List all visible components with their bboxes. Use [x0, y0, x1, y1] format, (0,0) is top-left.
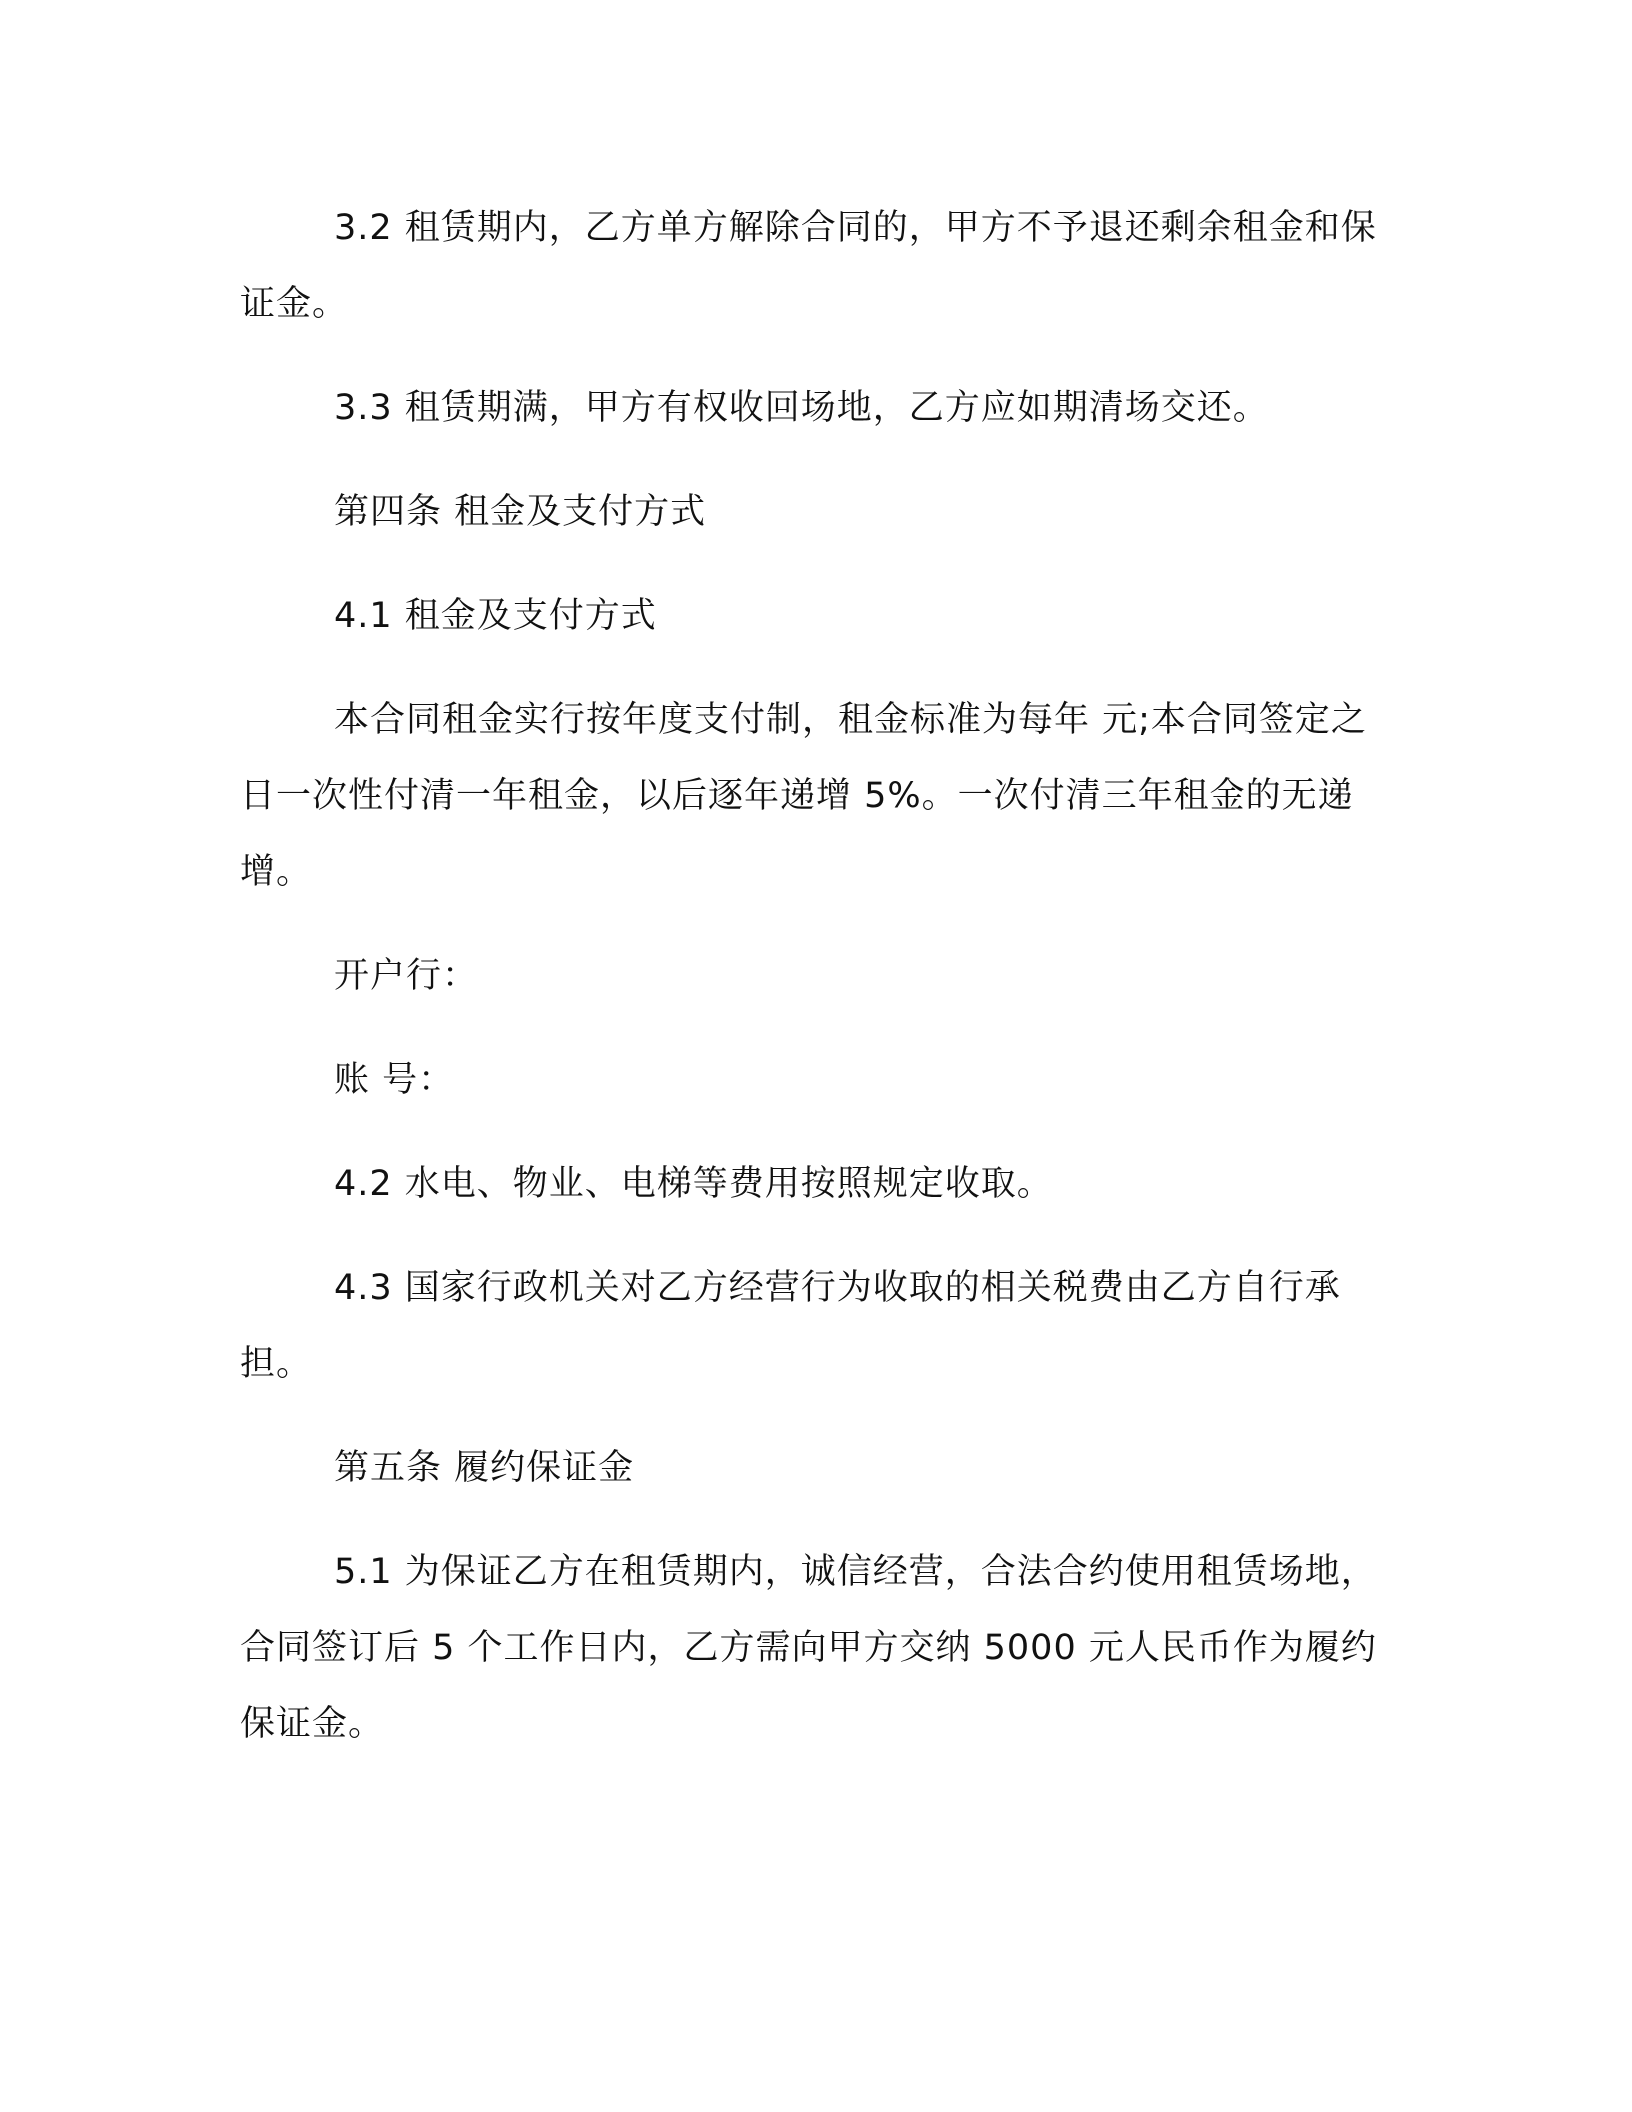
article-5-heading: 第五条 履约保证金: [334, 1448, 635, 1488]
clause-4-2: 4.2 水电、物业、电梯等费用按照规定收取。: [334, 1164, 1053, 1204]
clause-4-3: 4.3 国家行政机关对乙方经营行为收取的相关税费由乙方自行承担。: [240, 1268, 1341, 1384]
article-4-heading: 第四条 租金及支付方式: [334, 492, 707, 532]
clause-4-1-heading: 4.1 租金及支付方式: [334, 596, 657, 636]
clause-5-1: 5.1 为保证乙方在租赁期内，诚信经营，合法合约使用租赁场地，合同签订后 5 个工作日内，乙方需向甲方交纳 5000 元人民币作为履约保证金。: [240, 1552, 1377, 1744]
clause-3-2: 3.2 租赁期内，乙方单方解除合同的，甲方不予退还剩余租金和保证金。: [240, 208, 1377, 324]
bank-name-line: 开户行：: [334, 956, 479, 996]
account-number-line: 账 号：: [334, 1060, 455, 1100]
document-body: [240, 190, 1380, 1762]
clause-4-1-body: 本合同租金实行按年度支付制，租金标准为每年 元;本合同签定之日一次性付清一年租金，以后逐年递增 5%。一次付清三年租金的无递增。: [240, 700, 1367, 892]
clause-3-3: 3.3 租赁期满，甲方有权收回场地，乙方应如期清场交还。: [334, 388, 1269, 428]
